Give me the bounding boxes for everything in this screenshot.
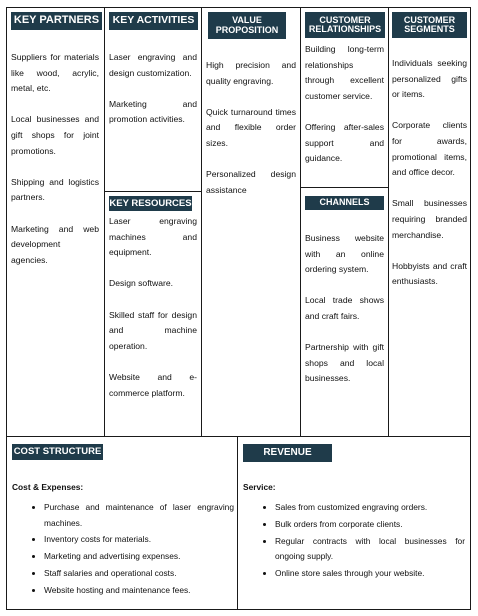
list-item: • Marketing and advertising expenses. <box>44 549 234 564</box>
divider-col-1 <box>104 7 105 437</box>
list-item: Laser engraving machines and equipment. <box>109 216 197 258</box>
border-top <box>6 7 471 8</box>
list-item: • Online store sales through your website. <box>275 566 465 581</box>
key-activities-list <box>109 50 197 128</box>
divider-activities-resources <box>104 191 201 192</box>
list-item: Business website with an online ordering system. <box>305 233 384 275</box>
customer-relationships-header <box>305 12 385 38</box>
revenue-title: REVENUE <box>263 446 312 458</box>
key-resources-title: KEY RESOURCES <box>109 197 192 209</box>
list-item: Local trade shows and craft fairs. <box>305 295 384 321</box>
list-item: Partnership with gift shops and local businesses. <box>305 342 384 384</box>
list-item: Building long-term relationships through excellent customer service. <box>305 44 384 101</box>
key-partners-list <box>11 50 99 268</box>
revenue-list <box>243 500 465 581</box>
list-item: Marketing and web development agencies. <box>11 223 99 265</box>
key-activities-header <box>109 12 198 30</box>
divider-col-2 <box>201 7 202 437</box>
list-item: Marketing and promotion activities. <box>109 98 197 125</box>
list-item: Hobbyists and craft enthusiasts. <box>392 260 467 287</box>
list-item: Design software. <box>109 278 174 289</box>
list-item: Quick turnaround times and flexible order sizes. <box>206 106 296 148</box>
cost-structure-lead: Cost & Expenses: <box>12 482 84 492</box>
list-item: Personalized design assistance <box>206 169 296 195</box>
border-right <box>470 7 471 610</box>
customer-segments-header <box>392 12 467 38</box>
cost-structure-title: COST STRUCTURE <box>13 446 102 458</box>
key-partners-title: KEY PARTNERS <box>13 14 100 27</box>
value-proposition-title-2: PROPOSITION <box>215 24 279 35</box>
divider-col-3 <box>300 7 301 437</box>
cost-structure-list <box>12 500 234 598</box>
list-item: • Inventory costs for materials. <box>44 532 234 547</box>
list-item: Skilled staff for design and machine operation. <box>109 309 197 351</box>
divider-relationships-channels <box>300 187 388 188</box>
customer-segments-title-2: SEGMENTS <box>404 24 455 34</box>
channels-title: CHANNELS <box>319 197 370 208</box>
list-item: Shipping and logistics partners. <box>11 176 99 203</box>
list-item: • Bulk orders from corporate clients. <box>275 517 465 532</box>
revenue-header <box>243 444 332 462</box>
list-item: • Staff salaries and operational costs. <box>44 566 234 581</box>
revenue-lead: Service: <box>243 482 276 492</box>
cost-structure-header <box>12 444 103 460</box>
customer-relationships-title-1: CUSTOMER <box>319 14 371 25</box>
key-activities-title: KEY ACTIVITIES <box>112 14 195 27</box>
list-item: • Purchase and maintenance of laser engraving machines. <box>44 500 234 531</box>
list-item: Individuals seeking personalized gifts or items. <box>392 58 467 100</box>
border-left <box>6 7 7 610</box>
divider-col-4 <box>388 7 389 437</box>
revenue-content <box>243 480 465 583</box>
list-item: Offering after-sales support and guidance. <box>305 121 384 164</box>
list-item: High precision and quality engraving. <box>206 60 296 86</box>
list-item: Laser engraving and design customization. <box>109 52 197 78</box>
value-proposition-header <box>208 12 286 39</box>
divider-cost-revenue <box>237 436 238 610</box>
key-resources-list <box>109 214 197 401</box>
key-resources-header <box>109 196 192 211</box>
border-bottom <box>6 609 471 610</box>
key-partners-header <box>11 12 102 30</box>
value-proposition-title-1: VALUE <box>232 15 262 26</box>
channels-header <box>305 196 384 210</box>
customer-segments-list <box>392 56 467 290</box>
list-item: • Sales from customized engraving orders. <box>275 500 465 515</box>
customer-relationships-title-2: RELATIONSHIPS <box>308 24 382 34</box>
list-item: Website and e-commerce platform. <box>109 371 197 398</box>
list-item: Local businesses and gift shops for joint promotions. <box>11 114 99 156</box>
channels-list <box>305 231 384 387</box>
list-item: Small businesses requiring branded merchandise. <box>392 198 467 240</box>
customer-segments-title-1: CUSTOMER <box>403 14 456 25</box>
list-item: Corporate clients for awards, promotional items, and office decor. <box>392 120 467 178</box>
customer-relationships-list <box>305 42 384 167</box>
value-proposition-list <box>206 58 296 198</box>
list-item: • Regular contracts with local businesses for ongoing supply. <box>275 534 465 565</box>
list-item: • Website hosting and maintenance fees. <box>44 583 234 598</box>
divider-upper-lower <box>6 436 471 437</box>
list-item: Suppliers for materials like wood, acrylic, metal, etc. <box>11 52 99 94</box>
cost-structure-content <box>12 480 234 600</box>
